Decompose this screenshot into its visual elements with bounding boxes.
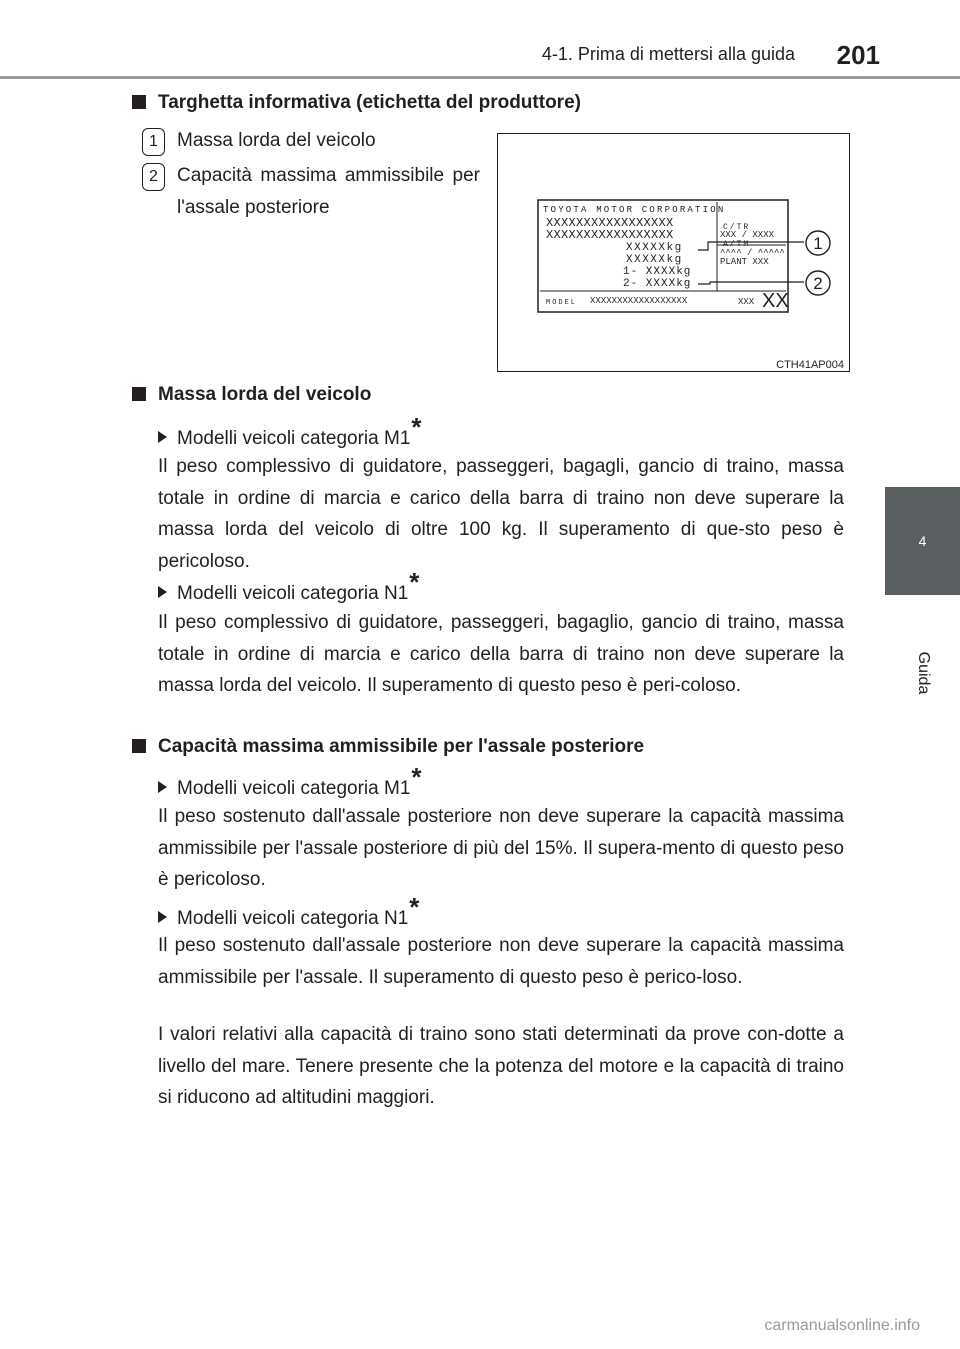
callout-text-1: Massa lorda del veicolo xyxy=(177,130,376,151)
subheading-n1: Modelli veicoli categoria N1* xyxy=(158,575,419,606)
paragraph-s2-n1: Il peso sostenuto dall'assale posteriore non deve superare la capacità massima ammissibile per l'assale. Il superamento di questo peso è perico-loso. xyxy=(158,935,844,988)
callout-text-2: Capacità massima ammissibile per l'assale posteriore xyxy=(177,165,480,218)
page-header xyxy=(0,0,960,80)
subheading-n1: Modelli veicoli categoria N1* xyxy=(158,900,419,931)
label-xline1: XXXXXXXXXXXXXXXXX xyxy=(546,216,674,230)
label-kg3: 1- XXXXkg xyxy=(623,266,692,278)
chapter-tab[interactable] xyxy=(885,487,960,595)
paragraph-s2-m1: Il peso sostenuto dall'assale posteriore non deve superare la capacità massima ammissibile per l'assale posteriore di più del 15%. Il supera-mento di questo peso è pericoloso. xyxy=(158,806,844,890)
label-ctr: C/TR xyxy=(723,223,751,232)
label-xline2: XXXXXXXXXXXXXXXXX xyxy=(546,228,674,242)
square-bullet-icon xyxy=(132,95,146,109)
heading-capacita: Capacità massima ammissibile per l'assale posteriore xyxy=(132,736,644,758)
label-figure xyxy=(497,133,850,372)
callout-num-1: 1 xyxy=(142,128,165,156)
callout-digit-2: 2 xyxy=(813,274,823,293)
label-ctr-val: XXX / XXXX xyxy=(720,230,775,240)
chapter-label: Guida xyxy=(914,651,932,695)
manufacturer-label-illustration xyxy=(498,134,851,373)
header-rule xyxy=(0,76,960,79)
label-kg4: 2- XXXXkg xyxy=(623,278,692,290)
label-plant: PLANT XXX xyxy=(720,257,769,267)
label-corp: TOYOTA MOTOR CORPORATION xyxy=(543,205,726,215)
square-bullet-icon xyxy=(132,739,146,753)
callout-num-2: 2 xyxy=(142,163,165,191)
figure-code: CTH41AP004 xyxy=(776,359,844,371)
chapter-number: 4 xyxy=(918,533,927,549)
label-model-val: XXXXXXXXXXXXXXXXXX xyxy=(590,296,688,306)
triangle-bullet-icon xyxy=(158,586,167,598)
subheading-m1: Modelli veicoli categoria M1* xyxy=(158,420,422,451)
square-bullet-icon xyxy=(132,387,146,401)
heading-massa-lorda: Massa lorda del veicolo xyxy=(132,384,371,406)
label-kg1: XXXXXkg xyxy=(626,242,683,254)
section-title: 4-1. Prima di mettersi alla guida xyxy=(541,44,795,64)
label-kg2: XXXXXkg xyxy=(626,254,683,266)
triangle-bullet-icon xyxy=(158,781,167,793)
label-xxx: XXX xyxy=(738,297,755,307)
paragraph-s1-m1: Il peso complessivo di guidatore, passeggeri, bagagli, gancio di traino, massa totale in ordine di marcia e carico della barra di traino non deve superare la massa lorda del veicolo di oltre 100 kg. Il superamento di que-sto peso è pericoloso. xyxy=(158,456,844,572)
label-model: MODEL xyxy=(546,299,578,307)
triangle-bullet-icon xyxy=(158,431,167,443)
label-xx: XX xyxy=(762,290,789,312)
triangle-bullet-icon xyxy=(158,911,167,923)
subheading-m1: Modelli veicoli categoria M1* xyxy=(158,770,422,801)
watermark: carmanualsonline.info xyxy=(764,1317,920,1334)
label-atm: A/TM xyxy=(723,240,751,249)
heading-targhetta: Targhetta informativa (etichetta del produttore) xyxy=(132,92,581,114)
callout-digit-1: 1 xyxy=(813,234,823,253)
chapter-label-tab xyxy=(885,603,960,743)
page-number: 201 xyxy=(836,40,880,70)
paragraph-towing: I valori relativi alla capacità di traino sono stati determinati da prove con-dotte a livello del mare. Tenere presente che la potenza del motore e la capacità di traino si riducono ad altitudini maggiori. xyxy=(158,1024,844,1108)
paragraph-s1-n1: Il peso complessivo di guidatore, passeggeri, bagaglio, gancio di traino, massa totale in ordine di marcia e carico della barra di traino non deve superare la massa lorda del veicolo. Il superamento di questo peso è peri-coloso. xyxy=(158,612,844,696)
label-atm-val: ^^^^ / ^^^^^ xyxy=(720,248,785,258)
